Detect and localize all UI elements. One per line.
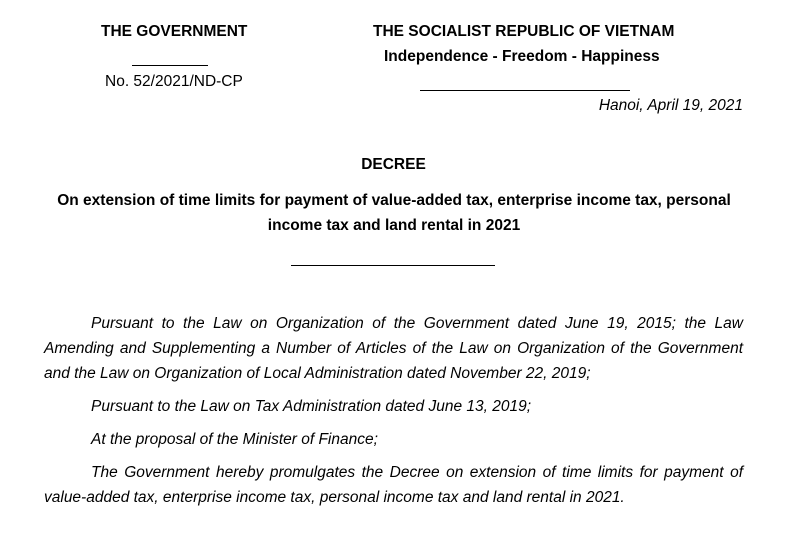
country-name: THE SOCIALIST REPUBLIC OF VIETNAM [373, 23, 675, 40]
document-number: No. 52/2021/ND-CP [105, 73, 243, 90]
preamble-paragraph: Pursuant to the Law on Tax Administration dated June 13, 2019; [91, 398, 532, 415]
decree-title: DECREE [361, 156, 426, 173]
title-underline [291, 265, 495, 266]
decree-subject: On extension of time limits for payment of value-added tax, enterprise income tax, personal income tax and land rental in 2021 [57, 192, 731, 234]
motto-underline [420, 90, 630, 91]
place-date: Hanoi, April 19, 2021 [598, 97, 743, 114]
issuer-underline [132, 65, 208, 66]
issuer-name: THE GOVERNMENT [101, 23, 248, 40]
preamble-paragraph: Pursuant to the Law on Organization of the Government dated June 19, 2015; the Law Amending and Supplementing a Number of Articles of the Law on Organization of the Government and the Law on Organization of Local Administration dated November 22, 2019; [44, 315, 743, 382]
national-motto: Independence - Freedom - Happiness [384, 48, 660, 65]
preamble-paragraph: The Government hereby promulgates the Decree on extension of time limits for payment of value-added tax, enterprise income tax, personal income tax and land rental in 2021. [44, 464, 743, 506]
preamble-paragraph: At the proposal of the Minister of Finance; [91, 431, 378, 448]
